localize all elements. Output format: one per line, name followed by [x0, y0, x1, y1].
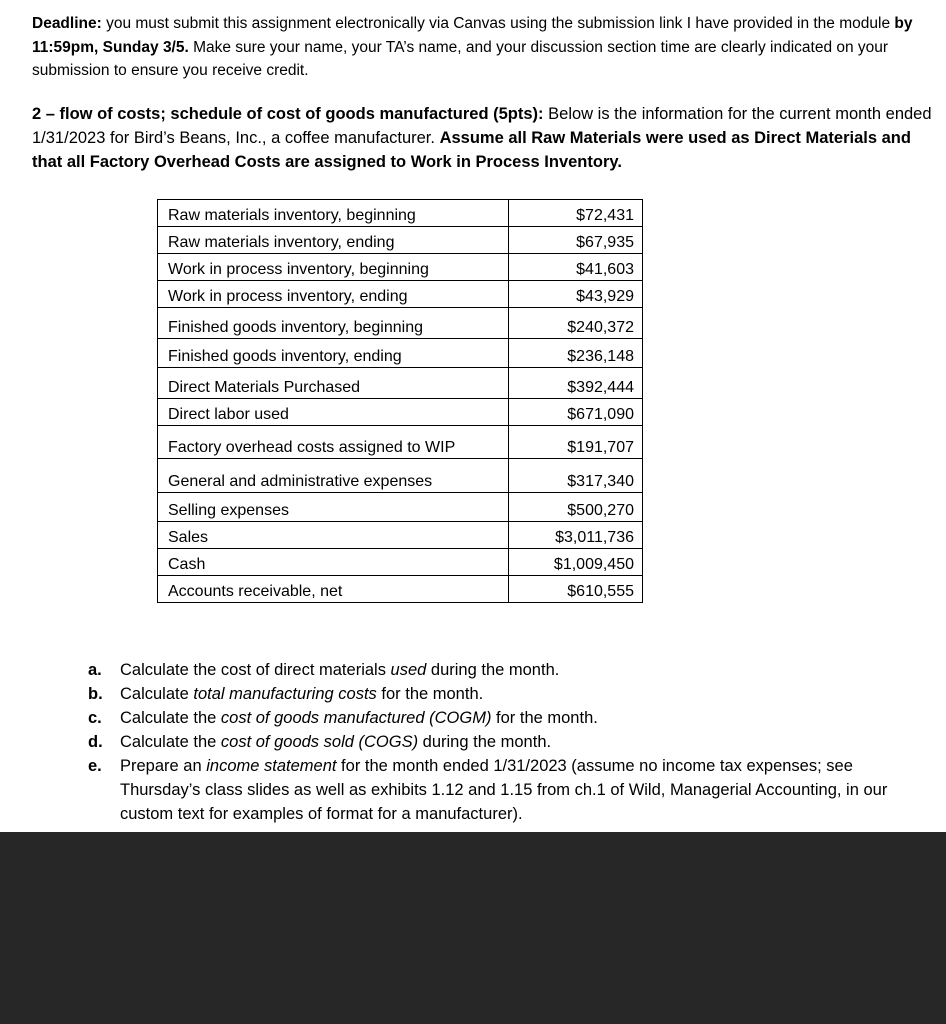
problem-heading: 2 – flow of costs; schedule of cost of goods manufactured (5pts): — [32, 105, 544, 123]
row-value: $41,603 — [509, 254, 643, 281]
row-value: $3,011,736 — [509, 522, 643, 549]
task-item-e — [88, 754, 898, 826]
problem-intro: Below is the information for the current month ended 1/31/2023 for Bird’s Beans, Inc., a coffee manufacturer. — [32, 105, 932, 147]
task-text: for the month. — [376, 685, 484, 703]
row-label: Direct Materials Purchased — [158, 368, 509, 399]
row-value: $1,009,450 — [509, 549, 643, 576]
cost-data-table — [157, 199, 643, 603]
cost-data-table-body — [158, 200, 643, 603]
row-value: $610,555 — [509, 576, 643, 603]
task-text: during the month. — [418, 733, 552, 751]
row-value: $191,707 — [509, 426, 643, 459]
deadline-text: you must submit this assignment electronically via Canvas using the submission link I have provided in the module — [101, 15, 895, 32]
table-row — [158, 522, 643, 549]
row-value: $236,148 — [509, 339, 643, 368]
task-marker: d. — [88, 733, 103, 751]
row-value: $671,090 — [509, 399, 643, 426]
table-row — [158, 426, 643, 459]
task-list — [88, 658, 898, 826]
row-value: $240,372 — [509, 308, 643, 339]
task-emphasis: cost of goods sold (COGS) — [220, 733, 419, 751]
task-text: for the month. — [491, 709, 598, 727]
task-emphasis: used — [390, 661, 427, 679]
task-text: Calculate the cost of direct materials — [120, 661, 391, 679]
task-item-b — [88, 682, 898, 706]
deadline-text-continued: Make sure your name, your TA’s name, and your discussion section time are clearly indicated on your submission to ensure you receive credit. — [32, 38, 889, 79]
deadline-label: Deadline: — [32, 15, 102, 32]
table-row — [158, 368, 643, 399]
row-label: Work in process inventory, ending — [158, 281, 509, 308]
table-row — [158, 281, 643, 308]
row-label: Accounts receivable, net — [158, 576, 509, 603]
task-item-c — [88, 706, 898, 730]
task-emphasis: total manufacturing costs — [193, 685, 377, 703]
row-label: Cash — [158, 549, 509, 576]
deadline-paragraph — [32, 12, 922, 83]
table-row — [158, 459, 643, 493]
row-label: Finished goods inventory, ending — [158, 339, 509, 368]
row-value: $500,270 — [509, 493, 643, 522]
task-text: Calculate the — [120, 733, 221, 751]
row-label: Work in process inventory, beginning — [158, 254, 509, 281]
task-emphasis: cost of goods manufactured (COGM) — [220, 709, 492, 727]
row-value: $392,444 — [509, 368, 643, 399]
task-item-a — [88, 658, 898, 682]
table-row — [158, 308, 643, 339]
task-marker: a. — [88, 661, 102, 679]
table-row — [158, 399, 643, 426]
task-text: Prepare an — [120, 757, 207, 775]
row-label: Factory overhead costs assigned to WIP — [158, 426, 509, 459]
row-value: $72,431 — [509, 200, 643, 227]
task-marker: e. — [88, 757, 102, 775]
task-emphasis: income statement — [206, 757, 337, 775]
problem-assumption: Assume all Raw Materials were used as Direct Materials and that all Factory Overhead Costs are assigned to Work in Process Inventory. — [32, 129, 911, 171]
task-text: for the month ended 1/31/2023 (assume no income tax expenses; see Thursday’s class slides as well as exhibits 1.12 and 1.15 from ch.1 of Wild, Managerial Accounting, in our custom text for examples of format for a manufacturer). — [120, 757, 888, 823]
row-label: Raw materials inventory, ending — [158, 227, 509, 254]
row-value: $67,935 — [509, 227, 643, 254]
row-label: Finished goods inventory, beginning — [158, 308, 509, 339]
table-row — [158, 339, 643, 368]
task-marker: c. — [88, 709, 102, 727]
row-value: $43,929 — [509, 281, 643, 308]
row-label: General and administrative expenses — [158, 459, 509, 493]
row-label: Selling expenses — [158, 493, 509, 522]
table-row — [158, 576, 643, 603]
task-text: Calculate the — [120, 709, 221, 727]
task-item-d — [88, 730, 898, 754]
table-row — [158, 200, 643, 227]
task-text: Calculate — [120, 685, 194, 703]
problem-statement — [32, 102, 932, 174]
row-label: Direct labor used — [158, 399, 509, 426]
table-row — [158, 227, 643, 254]
table-row — [158, 549, 643, 576]
task-text: during the month. — [426, 661, 560, 679]
row-value: $317,340 — [509, 459, 643, 493]
task-marker: b. — [88, 685, 103, 703]
table-row — [158, 493, 643, 522]
table-row — [158, 254, 643, 281]
row-label: Raw materials inventory, beginning — [158, 200, 509, 227]
deadline-time: by 11:59pm, Sunday 3/5. — [32, 15, 913, 56]
row-label: Sales — [158, 522, 509, 549]
